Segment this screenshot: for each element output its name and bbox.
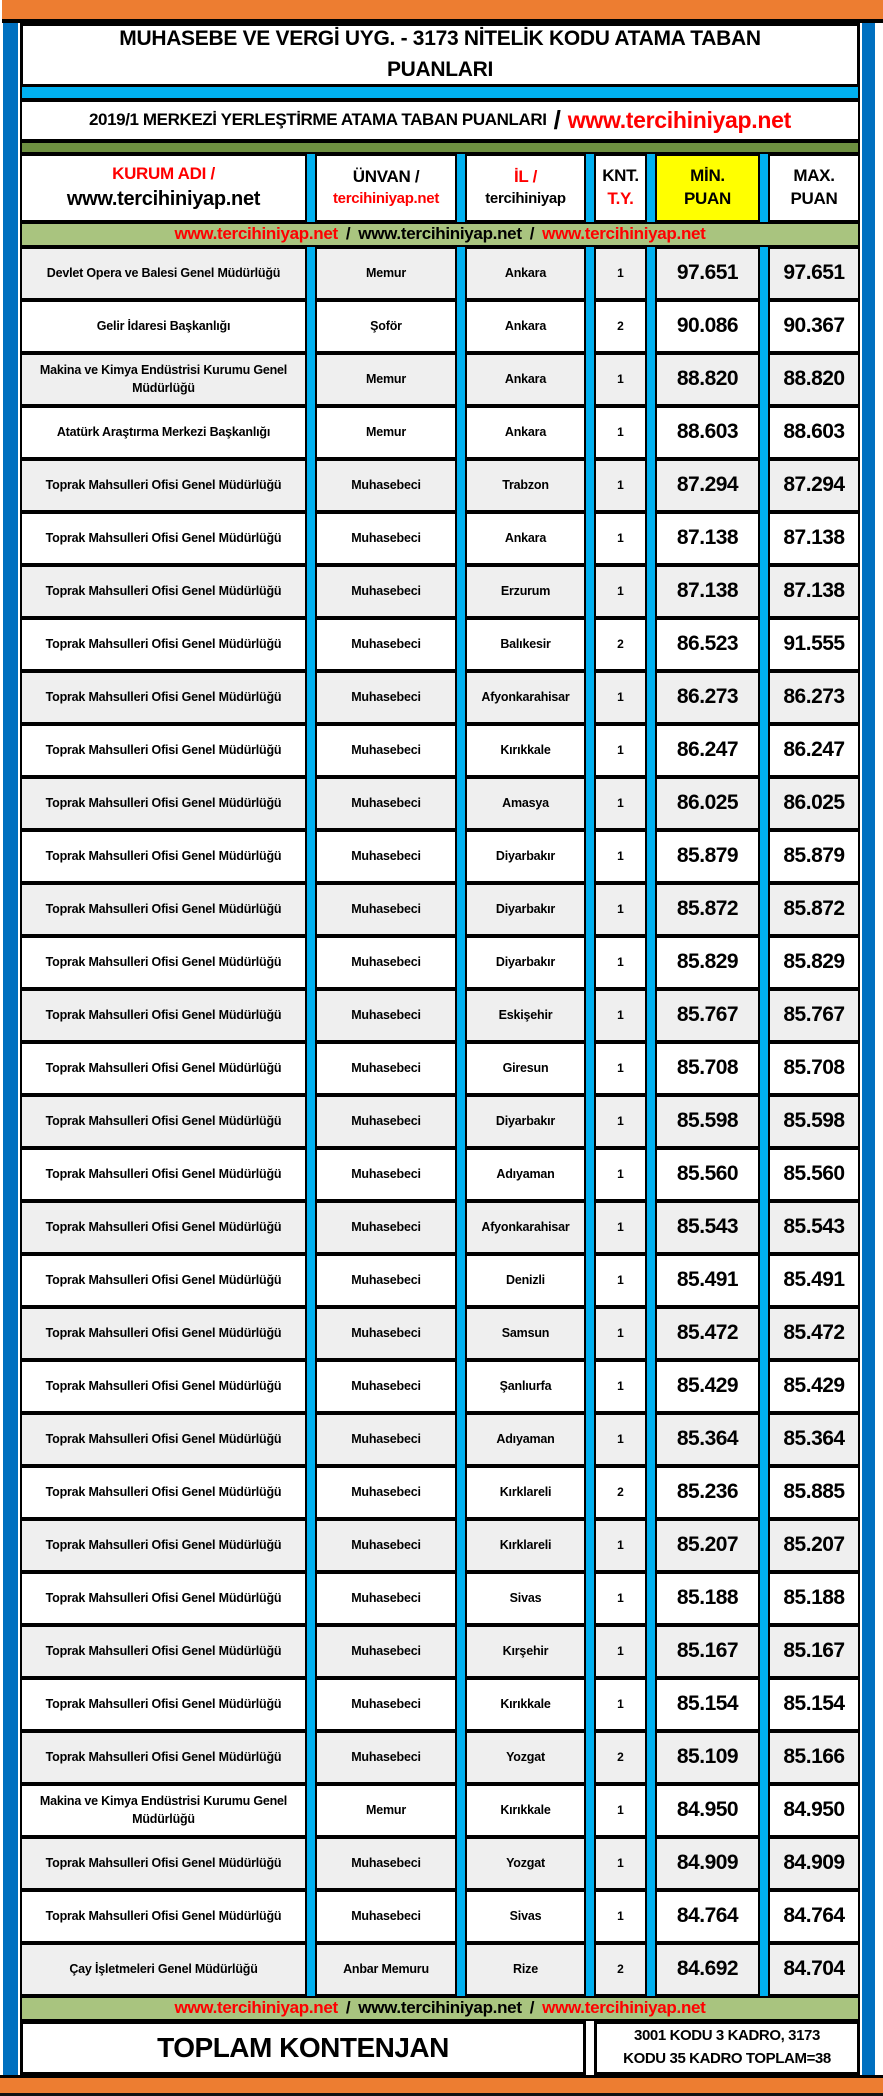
cell-knt: 1 [594,671,647,724]
cell-unvan: Muhasebeci [315,1360,457,1413]
left-blue-border [3,23,18,2075]
cell-il: Diyarbakır [465,1095,586,1148]
url-link[interactable]: www.tercihiniyap.net [174,1998,338,2018]
cell-il: Ankara [465,353,586,406]
header-il [465,154,586,222]
cell-kurum-adi: Toprak Mahsulleri Ofisi Genel Müdürlüğü [20,1360,307,1413]
header-min-line2: PUAN [684,188,731,208]
cell-kurum-adi: Toprak Mahsulleri Ofisi Genel Müdürlüğü [20,671,307,724]
cell-max-puan: 97.651 [768,247,860,300]
cell-knt: 1 [594,724,647,777]
cell-min-puan: 84.764 [655,1890,760,1943]
cell-max-puan: 85.829 [768,936,860,989]
cell-knt: 2 [594,1731,647,1784]
header-unvan-line1: ÜNVAN / [352,167,420,187]
cell-min-puan: 85.491 [655,1254,760,1307]
cell-knt: 1 [594,830,647,883]
cell-knt: 2 [594,1466,647,1519]
cell-unvan: Memur [315,247,457,300]
cell-il: Yozgat [465,1731,586,1784]
table-row [20,1307,860,1360]
cell-il: Denizli [465,1254,586,1307]
cell-min-puan: 85.236 [655,1466,760,1519]
table-row [20,777,860,830]
table-row [20,1625,860,1678]
green-divider-band [20,141,860,154]
cell-il: Afyonkarahisar [465,671,586,724]
table-row [20,1519,860,1572]
cell-kurum-adi: Toprak Mahsulleri Ofisi Genel Müdürlüğü [20,1466,307,1519]
cell-unvan: Muhasebeci [315,1254,457,1307]
page-title [20,23,860,87]
cell-knt: 1 [594,565,647,618]
table-row [20,1890,860,1943]
cell-max-puan: 87.294 [768,459,860,512]
cell-min-puan: 85.543 [655,1201,760,1254]
cell-min-puan: 84.950 [655,1784,760,1837]
cell-il: Diyarbakır [465,830,586,883]
cell-kurum-adi: Toprak Mahsulleri Ofisi Genel Müdürlüğü [20,883,307,936]
cell-knt: 1 [594,883,647,936]
header-knt-ty [594,154,647,222]
cell-max-puan: 85.472 [768,1307,860,1360]
table-row [20,936,860,989]
cell-unvan: Muhasebeci [315,1466,457,1519]
cell-unvan: Memur [315,406,457,459]
cell-kurum-adi: Toprak Mahsulleri Ofisi Genel Müdürlüğü [20,1307,307,1360]
cell-il: Ankara [465,406,586,459]
table-row [20,883,860,936]
cell-max-puan: 85.598 [768,1095,860,1148]
cell-kurum-adi: Toprak Mahsulleri Ofisi Genel Müdürlüğü [20,936,307,989]
table-row [20,1095,860,1148]
cell-unvan: Muhasebeci [315,1201,457,1254]
url-separator: / [345,1998,351,2018]
cell-knt: 1 [594,406,647,459]
cell-unvan: Muhasebeci [315,989,457,1042]
cell-il: Kırıkkale [465,1784,586,1837]
cell-max-puan: 84.909 [768,1837,860,1890]
cell-min-puan: 85.472 [655,1307,760,1360]
cell-il: Erzurum [465,565,586,618]
cell-max-puan: 85.429 [768,1360,860,1413]
table-row [20,989,860,1042]
table-row [20,1254,860,1307]
cell-knt: 1 [594,1837,647,1890]
cell-unvan: Muhasebeci [315,565,457,618]
cell-unvan: Memur [315,353,457,406]
header-unvan [315,154,457,222]
cell-min-puan: 85.207 [655,1519,760,1572]
cell-knt: 1 [594,1095,647,1148]
cell-min-puan: 86.025 [655,777,760,830]
table-row [20,1784,860,1837]
cell-max-puan: 84.764 [768,1890,860,1943]
subtitle [20,100,860,141]
cell-il: Samsun [465,1307,586,1360]
table-row [20,1201,860,1254]
cell-unvan: Muhasebeci [315,1572,457,1625]
cell-min-puan: 86.247 [655,724,760,777]
cell-max-puan: 85.872 [768,883,860,936]
cell-il: Ankara [465,512,586,565]
cell-il: Yozgat [465,1837,586,1890]
cell-max-puan: 88.820 [768,353,860,406]
cell-kurum-adi: Toprak Mahsulleri Ofisi Genel Müdürlüğü [20,512,307,565]
cell-kurum-adi: Toprak Mahsulleri Ofisi Genel Müdürlüğü [20,1095,307,1148]
table-row [20,1466,860,1519]
cell-kurum-adi: Toprak Mahsulleri Ofisi Genel Müdürlüğü [20,565,307,618]
header-knt-line2: T.Y. [607,188,634,208]
table-row [20,1943,860,1996]
cell-il: Ankara [465,247,586,300]
cell-unvan: Muhasebeci [315,1519,457,1572]
bottom-orange-bar [0,2075,883,2096]
cell-il: Adıyaman [465,1413,586,1466]
table-body [20,247,860,1996]
header-il-line1: İL / [513,167,538,187]
subtitle-separator: / [553,104,561,135]
cell-kurum-adi: Toprak Mahsulleri Ofisi Genel Müdürlüğü [20,1254,307,1307]
cell-max-puan: 91.555 [768,618,860,671]
table-row [20,1360,860,1413]
cell-kurum-adi: Toprak Mahsulleri Ofisi Genel Müdürlüğü [20,1625,307,1678]
cell-unvan: Muhasebeci [315,618,457,671]
cell-il: Adıyaman [465,1148,586,1201]
cell-unvan: Anbar Memuru [315,1943,457,1996]
cell-min-puan: 88.820 [655,353,760,406]
cell-max-puan: 84.704 [768,1943,860,1996]
cell-min-puan: 85.364 [655,1413,760,1466]
cell-il: Balıkesir [465,618,586,671]
cell-max-puan: 85.167 [768,1625,860,1678]
header-kurum-site-link[interactable]: www.tercihiniyap.net [66,187,261,210]
cell-unvan: Muhasebeci [315,1625,457,1678]
cell-kurum-adi: Toprak Mahsulleri Ofisi Genel Müdürlüğü [20,1731,307,1784]
cell-unvan: Muhasebeci [315,830,457,883]
table-row [20,406,860,459]
cell-max-puan: 85.885 [768,1466,860,1519]
cell-min-puan: 85.872 [655,883,760,936]
cell-max-puan: 85.166 [768,1731,860,1784]
header-min-line1: MİN. [690,165,725,185]
cell-knt: 1 [594,1784,647,1837]
cell-knt: 2 [594,1943,647,1996]
cell-kurum-adi: Atatürk Araştırma Merkezi Başkanlığı [20,406,307,459]
cell-knt: 1 [594,1042,647,1095]
top-orange-bar [2,0,883,23]
cell-kurum-adi: Makina ve Kimya Endüstrisi Kurumu Genel Müdürlüğü [20,353,307,406]
cell-max-puan: 87.138 [768,565,860,618]
blue-divider-band [20,87,860,100]
cell-kurum-adi: Çay İşletmeleri Genel Müdürlüğü [20,1943,307,1996]
table-row [20,618,860,671]
cell-min-puan: 85.829 [655,936,760,989]
cell-kurum-adi: Toprak Mahsulleri Ofisi Genel Müdürlüğü [20,724,307,777]
cell-knt: 1 [594,936,647,989]
header-max-line2: PUAN [790,188,838,208]
cell-kurum-adi: Toprak Mahsulleri Ofisi Genel Müdürlüğü [20,989,307,1042]
cell-unvan: Muhasebeci [315,1837,457,1890]
table-header-row [20,154,860,222]
cell-min-puan: 86.273 [655,671,760,724]
cell-unvan: Muhasebeci [315,1042,457,1095]
cell-il: Afyonkarahisar [465,1201,586,1254]
table-row [20,1837,860,1890]
cell-max-puan: 87.138 [768,512,860,565]
cell-knt: 1 [594,1678,647,1731]
cell-kurum-adi: Toprak Mahsulleri Ofisi Genel Müdürlüğü [20,1678,307,1731]
table-row [20,459,860,512]
kadro-summary-line1: 3001 KODU 3 KADRO, 3173 [634,2027,820,2045]
cell-unvan: Muhasebeci [315,777,457,830]
cell-min-puan: 90.086 [655,300,760,353]
cell-knt: 1 [594,1413,647,1466]
header-kurum-line1: KURUM ADI / [112,163,215,183]
table-row [20,1572,860,1625]
cell-il: Trabzon [465,459,586,512]
table-row [20,1731,860,1784]
cell-unvan: Muhasebeci [315,1148,457,1201]
cell-knt: 1 [594,1519,647,1572]
table-row [20,1042,860,1095]
cell-unvan: Muhasebeci [315,512,457,565]
url-link[interactable]: www.tercihiniyap.net [174,224,338,244]
right-blue-border [862,23,875,2075]
url-link[interactable]: www.tercihiniyap.net [358,1998,522,2018]
cell-knt: 1 [594,247,647,300]
cell-unvan: Şoför [315,300,457,353]
table-row [20,1148,860,1201]
url-separator: / [345,224,351,244]
cell-knt: 1 [594,777,647,830]
cell-max-puan: 88.603 [768,406,860,459]
cell-min-puan: 85.188 [655,1572,760,1625]
cell-knt: 2 [594,300,647,353]
url-separator: / [529,224,535,244]
cell-il: Amasya [465,777,586,830]
cell-max-puan: 86.247 [768,724,860,777]
cell-unvan: Muhasebeci [315,1307,457,1360]
subtitle-site-link[interactable]: www.tercihiniyap.net [567,106,791,133]
cell-knt: 1 [594,1360,647,1413]
cell-unvan: Muhasebeci [315,459,457,512]
table-row [20,247,860,300]
cell-max-puan: 85.364 [768,1413,860,1466]
header-knt-line1: KNT. [602,165,639,185]
cell-max-puan: 85.491 [768,1254,860,1307]
cell-max-puan: 86.025 [768,777,860,830]
header-min-puan [655,154,760,222]
cell-kurum-adi: Toprak Mahsulleri Ofisi Genel Müdürlüğü [20,1519,307,1572]
table-row [20,353,860,406]
cell-kurum-adi: Gelir İdaresi Başkanlığı [20,300,307,353]
cell-min-puan: 85.109 [655,1731,760,1784]
cell-max-puan: 85.708 [768,1042,860,1095]
cell-il: Rize [465,1943,586,1996]
table-row [20,1678,860,1731]
cell-min-puan: 87.138 [655,565,760,618]
footer-row [20,2021,860,2075]
cell-unvan: Muhasebeci [315,1095,457,1148]
cell-max-puan: 85.560 [768,1148,860,1201]
cell-il: Diyarbakır [465,936,586,989]
cell-min-puan: 87.294 [655,459,760,512]
subtitle-text: 2019/1 MERKEZİ YERLEŞTİRME ATAMA TABAN PUANLARI [89,110,547,130]
cell-unvan: Muhasebeci [315,671,457,724]
cell-kurum-adi: Toprak Mahsulleri Ofisi Genel Müdürlüğü [20,1572,307,1625]
cell-min-puan: 85.598 [655,1095,760,1148]
table-row [20,512,860,565]
cell-il: Diyarbakır [465,883,586,936]
cell-min-puan: 85.167 [655,1625,760,1678]
cell-unvan: Muhasebeci [315,1731,457,1784]
cell-max-puan: 85.879 [768,830,860,883]
cell-kurum-adi: Toprak Mahsulleri Ofisi Genel Müdürlüğü [20,1837,307,1890]
header-max-line1: MAX. [793,165,835,185]
cell-knt: 1 [594,459,647,512]
header-unvan-line2: tercihiniyap.net [332,190,440,208]
header-kurum-adi [20,154,307,222]
cell-il: Kırıkkale [465,724,586,777]
cell-knt: 1 [594,1201,647,1254]
cell-min-puan: 85.560 [655,1148,760,1201]
cell-knt: 1 [594,353,647,406]
cell-unvan: Memur [315,1784,457,1837]
cell-knt: 1 [594,989,647,1042]
cell-min-puan: 87.138 [655,512,760,565]
kadro-summary-line2: KODU 35 KADRO TOPLAM=38 [623,2049,831,2067]
url-separator: / [529,1998,535,2018]
cell-max-puan: 85.543 [768,1201,860,1254]
cell-unvan: Muhasebeci [315,1890,457,1943]
cell-kurum-adi: Toprak Mahsulleri Ofisi Genel Müdürlüğü [20,618,307,671]
cell-il: Giresun [465,1042,586,1095]
table-row [20,300,860,353]
header-max-puan [768,154,860,222]
cell-knt: 1 [594,1890,647,1943]
table-content [20,23,860,2075]
cell-kurum-adi: Toprak Mahsulleri Ofisi Genel Müdürlüğü [20,459,307,512]
cell-knt: 1 [594,1307,647,1360]
cell-unvan: Muhasebeci [315,883,457,936]
cell-kurum-adi: Toprak Mahsulleri Ofisi Genel Müdürlüğü [20,1201,307,1254]
cell-il: Sivas [465,1890,586,1943]
url-band-bottom [20,1996,860,2021]
cell-knt: 1 [594,1572,647,1625]
cell-kurum-adi: Toprak Mahsulleri Ofisi Genel Müdürlüğü [20,1148,307,1201]
cell-il: Kırıkkale [465,1678,586,1731]
url-link[interactable]: www.tercihiniyap.net [358,224,522,244]
cell-max-puan: 85.188 [768,1572,860,1625]
cell-unvan: Muhasebeci [315,1413,457,1466]
table-row [20,671,860,724]
cell-min-puan: 84.692 [655,1943,760,1996]
url-band-top [20,222,860,247]
cell-min-puan: 85.879 [655,830,760,883]
cell-knt: 2 [594,618,647,671]
cell-unvan: Muhasebeci [315,936,457,989]
cell-min-puan: 88.603 [655,406,760,459]
total-kontenjan-label: TOPLAM KONTENJAN [20,2021,586,2075]
cell-max-puan: 85.207 [768,1519,860,1572]
cell-kurum-adi: Makina ve Kimya Endüstrisi Kurumu Genel Müdürlüğü [20,1784,307,1837]
cell-min-puan: 85.708 [655,1042,760,1095]
cell-kurum-adi: Toprak Mahsulleri Ofisi Genel Müdürlüğü [20,1042,307,1095]
cell-max-puan: 85.154 [768,1678,860,1731]
cell-min-puan: 84.909 [655,1837,760,1890]
cell-unvan: Muhasebeci [315,724,457,777]
cell-il: Sivas [465,1572,586,1625]
url-link[interactable]: www.tercihiniyap.net [542,224,706,244]
cell-max-puan: 85.767 [768,989,860,1042]
table-row [20,565,860,618]
cell-min-puan: 85.429 [655,1360,760,1413]
cell-max-puan: 90.367 [768,300,860,353]
cell-kurum-adi: Devlet Opera ve Balesi Genel Müdürlüğü [20,247,307,300]
cell-il: Şanlıurfa [465,1360,586,1413]
cell-max-puan: 86.273 [768,671,860,724]
header-il-line2: tercihiniyap [485,190,566,208]
kadro-summary [594,2021,860,2075]
cell-kurum-adi: Toprak Mahsulleri Ofisi Genel Müdürlüğü [20,1413,307,1466]
cell-il: Kırklareli [465,1519,586,1572]
cell-min-puan: 85.767 [655,989,760,1042]
cell-min-puan: 85.154 [655,1678,760,1731]
cell-unvan: Muhasebeci [315,1678,457,1731]
table-row [20,830,860,883]
cell-il: Eskişehir [465,989,586,1042]
cell-knt: 1 [594,512,647,565]
cell-kurum-adi: Toprak Mahsulleri Ofisi Genel Müdürlüğü [20,830,307,883]
cell-kurum-adi: Toprak Mahsulleri Ofisi Genel Müdürlüğü [20,777,307,830]
table-row [20,724,860,777]
cell-min-puan: 97.651 [655,247,760,300]
cell-kurum-adi: Toprak Mahsulleri Ofisi Genel Müdürlüğü [20,1890,307,1943]
table-row [20,1413,860,1466]
url-link[interactable]: www.tercihiniyap.net [542,1998,706,2018]
cell-il: Kırklareli [465,1466,586,1519]
cell-knt: 1 [594,1625,647,1678]
cell-max-puan: 84.950 [768,1784,860,1837]
cell-il: Kırşehir [465,1625,586,1678]
cell-knt: 1 [594,1148,647,1201]
cell-il: Ankara [465,300,586,353]
page-title-text: MUHASEBE VE VERGİ UYG. - 3173 NİTELİK KODU ATAMA TABAN PUANLARI [119,27,761,81]
cell-knt: 1 [594,1254,647,1307]
cell-min-puan: 86.523 [655,618,760,671]
